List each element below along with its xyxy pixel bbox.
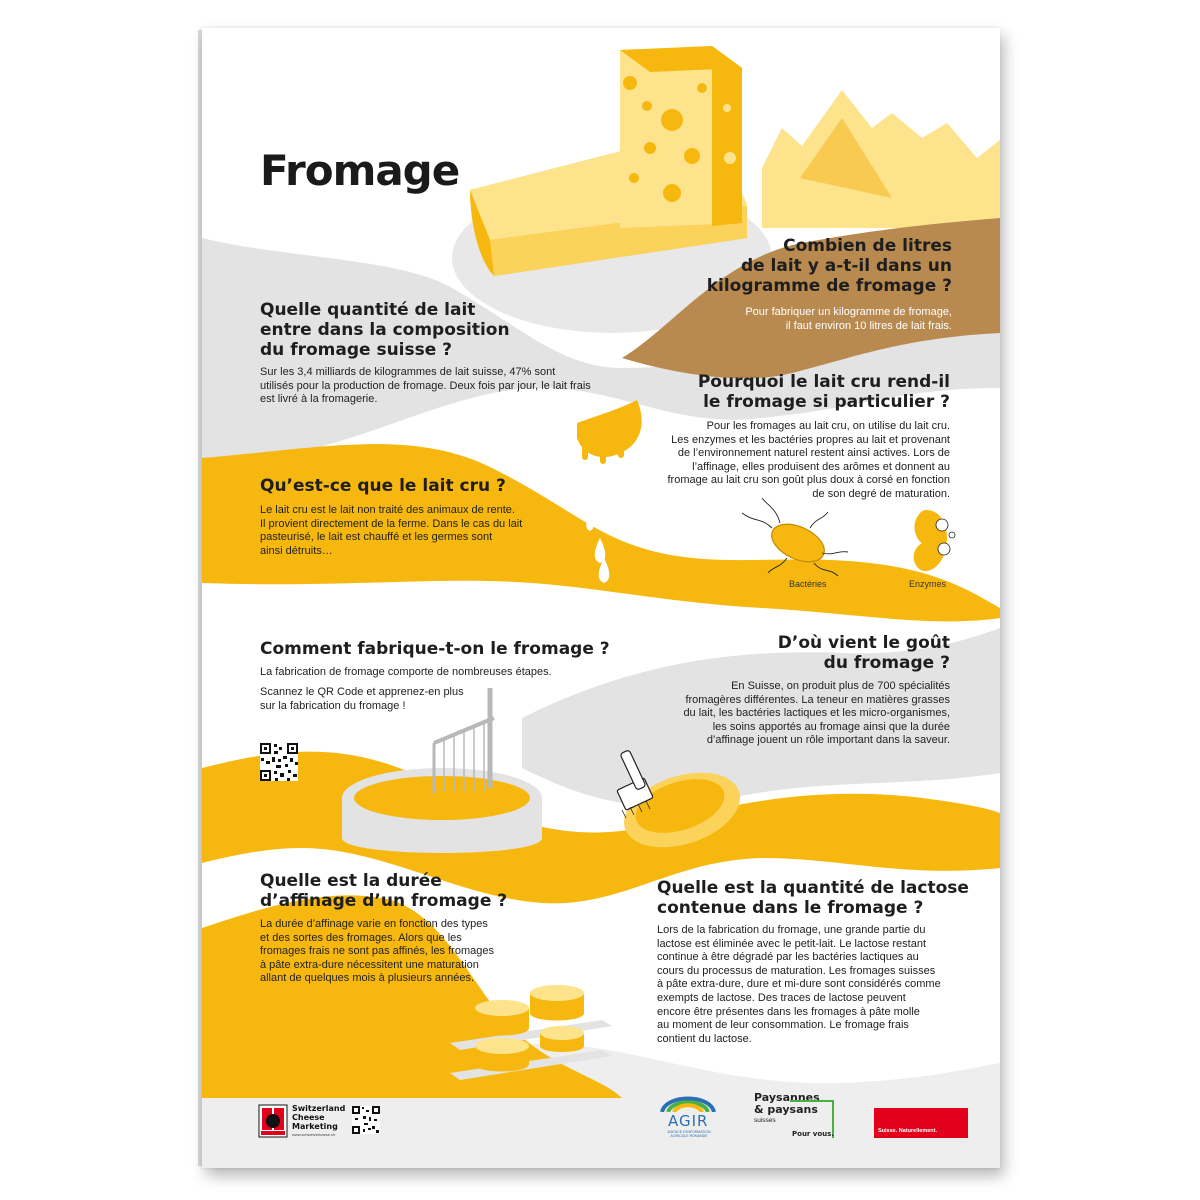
paysans-pour-vous: Pour vous. (792, 1130, 834, 1138)
poster (202, 28, 1000, 1168)
quantite-question: Quelle quantité de lait entre dans la composition du fromage suisse ? (260, 300, 510, 360)
emmental-block-icon (620, 46, 742, 228)
enzymes-label: Enzymes (909, 579, 947, 589)
suisse-naturellement-text: Suisse. Naturellement. (878, 1128, 937, 1134)
lactose-answer: Lors de la fabrication du fromage, une grande partie du lactose est éliminée avec le petit-lait. Le lactose restant continue à être dégradé par les bactéries lactiques au cours du processus de maturation. Les fromages suisses à pâte extra-dure, dure et mi-dure sont considérés comme exempts de lactose. Des traces de lactose peuvent encore être présentes dans les fromages à pâte molle au moment de leur consommation. Le fromage frais contient du lactose. (657, 924, 941, 1045)
agir-subtitle: AGENCE D’INFORMATION AGRICOLE ROMANDE (667, 1130, 711, 1138)
paysans-suisses: suisses (754, 1117, 776, 1124)
scm-url: www.schweizerkaese.ch (292, 1132, 336, 1137)
lait-cru-answer: Le lait cru est le lait non traité des animaux de rente. Il provient directement de la ferme. Dans le cas du lait pasteurisé, le lait est chauffé et les germes sont ainsi détruits… (260, 504, 523, 557)
agir-arc-icon (658, 1090, 718, 1112)
fabrication-answer: La fabrication de fromage comporte de nombreuses étapes. (260, 666, 552, 678)
mountains-icon (762, 90, 1000, 228)
bacteries-label: Bactéries (789, 579, 827, 589)
lait-cru-particulier-question: Pourquoi le lait cru rend-il le fromage si particulier ? (697, 372, 950, 412)
agir-name: AGIR (668, 1112, 709, 1130)
affinage-question: Quelle est la durée d’affinage d’un fromage ? (260, 871, 508, 911)
scm-name: Switzerland Cheese Marketing (292, 1104, 346, 1131)
agir-logo (654, 1090, 724, 1140)
fabrication-answer-2: Scannez le QR Code et apprenez-en plus sur la fabrication du fromage ! (260, 686, 464, 712)
quantite-answer: Sur les 3,4 milliards de kilogrammes de lait suisse, 47% sont utilisés pour la production de fromage. Deux fois par jour, le lait frais est livré à la fromagerie. (260, 366, 591, 406)
gout-question: D’où vient le goût du fromage ? (777, 633, 950, 673)
affinage-answer: La durée d’affinage varie en fonction des types et des sortes des fromages. Alors que les fromages frais ne sont pas affinés, les fromages à pâte extra-dure nécessitent une maturation allant de quelques mois à plusieurs années. (260, 918, 494, 985)
suisse-naturellement-logo (874, 1108, 968, 1138)
lait-cru-particulier-answer: Pour les fromages au lait cru, on utilise du lait cru. Les enzymes et les bactéries propres au lait et provenant de l’environnement naturel restent ainsi actives. Lors de l’affinage, elles produisent des arômes et donnent au fromage au lait cru son goût plus doux à corsé en fonction de son degré de maturation. (667, 420, 950, 500)
page-title: Fromage (260, 146, 460, 195)
litres-question: Combien de litres de lait y a-t-il dans un kilogramme de fromage ? (706, 236, 952, 296)
footer-qr-code-icon (352, 1106, 380, 1134)
lactose-question: Quelle est la quantité de lactose contenue dans le fromage ? (657, 878, 969, 918)
lait-cru-question: Qu’est-ce que le lait cru ? (260, 476, 506, 496)
litres-answer: Pour fabriquer un kilogramme de fromage, il faut environ 10 litres de lait frais. (745, 306, 952, 332)
paysans-name: Paysannes & paysans (754, 1091, 820, 1116)
fabrication-question: Comment fabrique-t-on le fromage ? (260, 639, 610, 659)
gout-answer: En Suisse, on produit plus de 700 spécialités fromagères différentes. La teneur en matières grasses du lait, les bactéries lactiques et les micro-organismes, les soins apportés au fromage ainsi que la durée d’affinage jouent un rôle important dans la saveur. (683, 680, 950, 747)
enzyme-icon (914, 510, 955, 571)
scm-emblem-icon (258, 1104, 288, 1138)
paysans-logo (754, 1092, 840, 1142)
qr-code-icon (260, 743, 298, 781)
